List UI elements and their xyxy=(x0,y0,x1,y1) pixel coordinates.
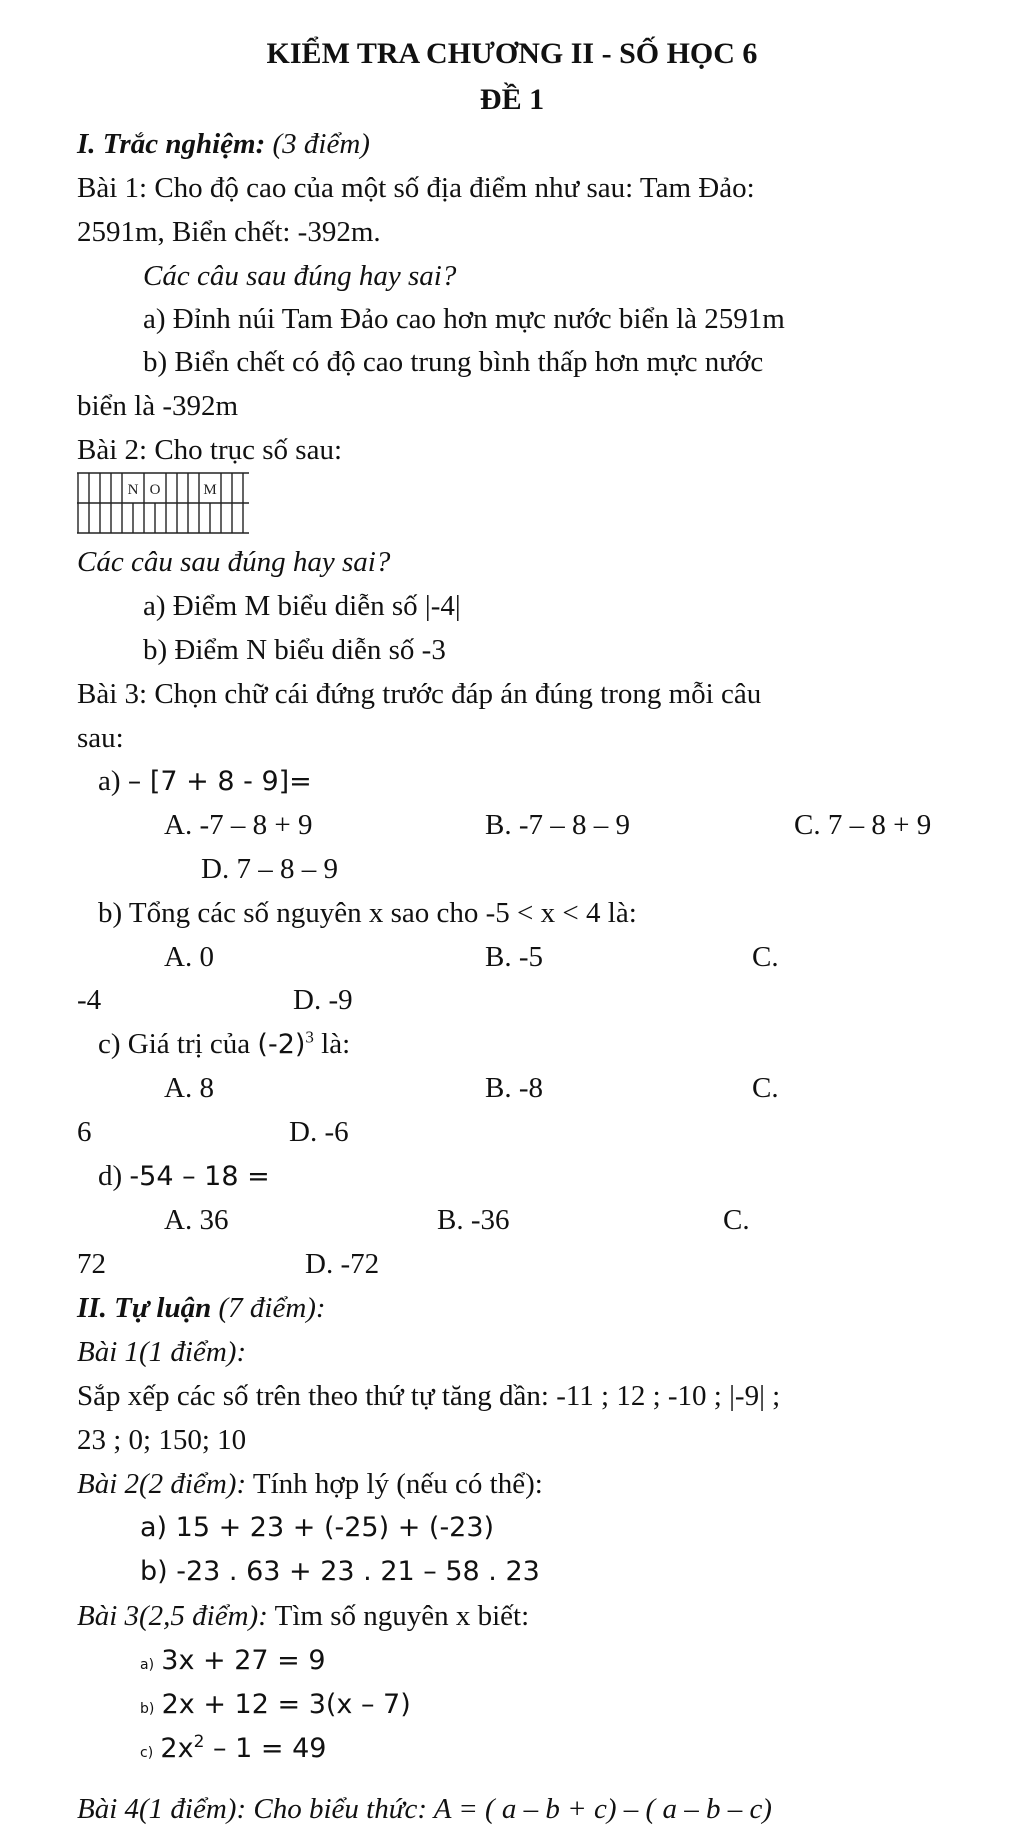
part1-points: (3 điểm) xyxy=(272,128,370,160)
q3c-option-b: B. -8 xyxy=(485,1072,543,1104)
p2-b3-c xyxy=(140,1730,326,1771)
q3c-option-c-value: 6 xyxy=(77,1116,92,1148)
p1-b1-b1: b) Biển chết có độ cao trung bình thấp hơn mực nước xyxy=(143,346,764,378)
p2-b3-c-eq xyxy=(160,1733,326,1764)
q3a-option-c: C. 7 – 8 + 9 xyxy=(794,809,932,841)
p2-b2-heading xyxy=(77,1466,543,1502)
p2-b3-c-exponent: 2 xyxy=(193,1732,205,1752)
axis-label-o: O xyxy=(149,482,161,498)
p2-b3-a-eq: 3x + 27 = 9 xyxy=(161,1645,326,1676)
q3d-prefix: d) xyxy=(98,1160,123,1192)
p2-b2-title: Bài 2(2 điểm): xyxy=(77,1468,247,1500)
q3c-option-a: A. 8 xyxy=(164,1072,214,1104)
p1-b1-line1: Bài 1: Cho độ cao của một số địa điểm như sau: Tam Đảo: xyxy=(77,172,755,204)
p2-b3-c-label: c) xyxy=(140,1745,154,1761)
q3c-stem xyxy=(98,1026,350,1063)
p2-b3-title: Bài 3(2,5 điểm): xyxy=(77,1600,268,1632)
q3b-option-a: A. 0 xyxy=(164,941,214,973)
p1-b1-question: Các câu sau đúng hay sai? xyxy=(143,260,457,292)
page-title: KIỂM TRA CHƯƠNG II - SỐ HỌC 6 xyxy=(266,37,758,70)
q3d-option-b: B. -36 xyxy=(437,1204,510,1236)
q3a-expr: – [7 + 8 - 9]= xyxy=(127,766,312,797)
part2-heading xyxy=(77,1290,326,1326)
p2-b3-a xyxy=(140,1642,326,1683)
part2-heading-label: II. Tự luận xyxy=(77,1292,212,1324)
p2-b2-text: Tính hợp lý (nếu có thể): xyxy=(252,1468,543,1500)
p2-b2-a: a) 15 + 23 + (-25) + (-23) xyxy=(140,1512,495,1543)
q3c-base: (-2) xyxy=(257,1029,306,1060)
p1-b3-line2: sau: xyxy=(77,722,124,754)
q3b-stem: b) Tổng các số nguyên x sao cho -5 < x < 4 là: xyxy=(98,897,637,929)
q3d-option-c: C. xyxy=(723,1204,750,1236)
number-line-figure xyxy=(77,471,249,535)
q3b-option-c-value: -4 xyxy=(77,984,102,1016)
p1-b2-question: Các câu sau đúng hay sai? xyxy=(77,546,391,578)
q3d-expr: -54 – 18 = xyxy=(129,1161,270,1192)
q3a-option-d: D. 7 – 8 – 9 xyxy=(201,853,338,885)
axis-label-n: N xyxy=(127,482,139,498)
q3b-option-d: D. -9 xyxy=(293,984,353,1016)
p2-b4-partial xyxy=(77,1791,772,1827)
q3a-stem xyxy=(98,763,312,800)
page-subtitle: ĐỀ 1 xyxy=(479,83,545,116)
q3a-option-a: A. -7 – 8 + 9 xyxy=(164,809,313,841)
p2-b3-c-post: – 1 = 49 xyxy=(213,1733,327,1764)
p1-b1-b2: biển là -392m xyxy=(77,390,239,422)
q3c-prefix: c) Giá trị của xyxy=(98,1028,251,1060)
q3d-stem xyxy=(98,1158,270,1195)
p2-b3-c-pre: 2x xyxy=(160,1733,194,1764)
p2-b1-line2: 23 ; 0; 150; 10 xyxy=(77,1424,247,1456)
q3d-option-d: D. -72 xyxy=(305,1248,380,1280)
q3a-prefix: a) xyxy=(98,765,121,797)
q3c-option-c: C. xyxy=(752,1072,779,1104)
p2-b4-text: Bài 4(1 điểm): Cho biểu thức: A = ( a – b + c) – ( a – b – c) xyxy=(77,1793,772,1825)
p2-b2-b: b) -23 . 63 + 23 . 21 – 58 . 23 xyxy=(140,1556,540,1587)
p2-b1-title: Bài 1(1 điểm): xyxy=(77,1336,247,1368)
q3b-option-c: C. xyxy=(752,941,779,973)
p1-b1-line2: 2591m, Biển chết: -392m. xyxy=(77,216,381,248)
p2-b3-b-label: b) xyxy=(140,1701,155,1717)
q3b-option-b: B. -5 xyxy=(485,941,543,973)
p2-b3-heading xyxy=(77,1598,529,1634)
p2-b3-a-label: a) xyxy=(140,1657,155,1673)
q3c-suffix: là: xyxy=(321,1028,351,1060)
part2-points: (7 điểm): xyxy=(218,1292,326,1324)
p2-b3-text: Tìm số nguyên x biết: xyxy=(274,1600,530,1632)
part1-heading xyxy=(77,126,370,162)
p1-b3-line1: Bài 3: Chọn chữ cái đứng trước đáp án đúng trong mỗi câu xyxy=(77,678,762,710)
p2-b3-b xyxy=(140,1686,411,1727)
q3d-option-c-value: 72 xyxy=(77,1248,106,1280)
p1-b1-a: a) Đỉnh núi Tam Đảo cao hơn mực nước biển là 2591m xyxy=(143,303,785,335)
p2-b3-b-eq: 2x + 12 = 3(x – 7) xyxy=(161,1689,411,1720)
part1-heading-label: I. Trắc nghiệm: xyxy=(77,128,266,160)
q3c-exponent: 3 xyxy=(305,1027,314,1047)
p1-b2-title: Bài 2: Cho trục số sau: xyxy=(77,434,343,466)
axis-label-m: M xyxy=(203,482,217,498)
q3c-option-d: D. -6 xyxy=(289,1116,349,1148)
q3a-option-b: B. -7 – 8 – 9 xyxy=(485,809,630,841)
q3d-option-a: A. 36 xyxy=(164,1204,229,1236)
p2-b1-line1: Sắp xếp các số trên theo thứ tự tăng dần: -11 ; 12 ; -10 ; |-9| ; xyxy=(77,1380,781,1412)
p1-b2-b: b) Điểm N biểu diễn số -3 xyxy=(143,634,446,666)
p1-b2-a: a) Điểm M biểu diễn số |-4| xyxy=(143,590,461,622)
